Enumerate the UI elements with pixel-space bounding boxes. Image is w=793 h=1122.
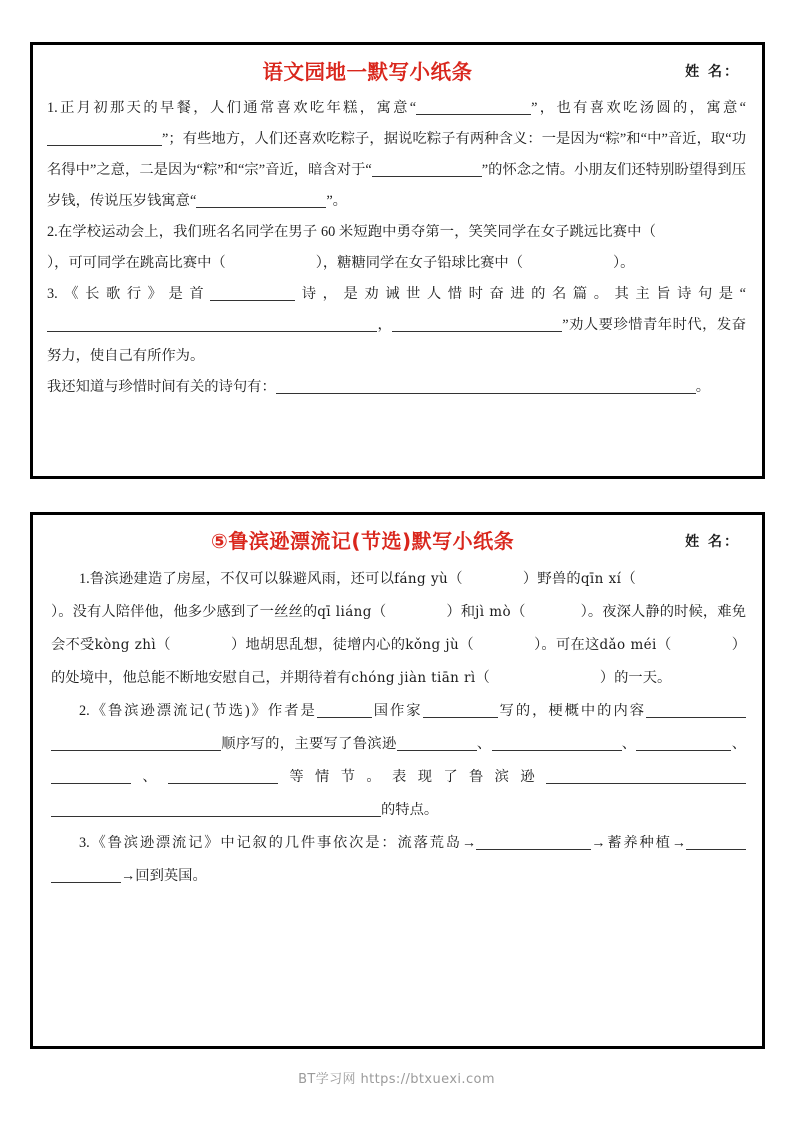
blank-r2-1[interactable] — [317, 702, 372, 718]
worksheet-card-robinson — [30, 512, 765, 1049]
r2-text-f: 、 — [621, 736, 637, 752]
r1-text-a: 1.鲁滨逊建造了房屋，不仅可以躲避风雨，还可以 — [79, 571, 395, 587]
q2-text-a: 2.在学校运动会上，我们班名名同学在男子 60 米短跑中勇夺第一，笑笑同学在女子跳远比赛中（ — [47, 224, 656, 240]
question-3-extra — [47, 372, 746, 403]
r3-text-b: →蓄养种植→ — [591, 835, 686, 851]
blank-q3-1[interactable] — [210, 285, 295, 301]
r2-text-c: 写的，梗概中的内容 — [497, 703, 647, 719]
q1-text-b: ”，也有喜欢吃汤圆的，寓意“ — [531, 100, 746, 116]
worksheet-card-yuwenyuandi — [30, 42, 765, 479]
r2-text-g: 、 — [731, 736, 747, 752]
question-1 — [51, 563, 746, 695]
blank-r2-5[interactable] — [397, 735, 477, 751]
r2-text-a: 2.《鲁滨逊漂流记(节选)》作者是 — [79, 703, 317, 719]
r3-text-a: 3.《鲁滨逊漂流记》中记叙的几件事依次是：流落荒岛→ — [79, 835, 477, 851]
q2-text-c: ），糖糖同学在女子铅球比赛中（ — [315, 255, 524, 271]
r2-text-i: 等情节。表现了鲁滨逊 — [278, 769, 547, 785]
blank-r3-1[interactable] — [476, 834, 591, 850]
blank-r2-10[interactable] — [546, 768, 746, 784]
blank-r3-2[interactable] — [686, 834, 746, 850]
pinyin-fangyu: fáng yù — [394, 571, 449, 587]
r2-text-b: 国作家 — [371, 703, 423, 719]
q3-text-e: 我还知道与珍惜时间有关的诗句有： — [47, 379, 276, 395]
blank-r2-6[interactable] — [492, 735, 622, 751]
card-body — [33, 93, 762, 403]
q3-text-f: 。 — [695, 379, 711, 395]
r2-text-e: 、 — [476, 736, 492, 752]
card-title: 语文园地一默写小纸条 — [262, 60, 473, 84]
r1-text-c: ）野兽的 — [522, 571, 581, 587]
pinyin-chongjiantianri: chóng jiàn tiān rì — [351, 670, 476, 686]
r1-text-p: （ — [475, 670, 490, 686]
question-2 — [51, 695, 746, 827]
card-header — [33, 523, 762, 563]
r1-text-g: ）和 — [446, 604, 476, 620]
q2-text-d: ）。 — [613, 255, 635, 271]
blank-q1-2[interactable] — [47, 130, 162, 146]
blank-r2-11[interactable] — [51, 801, 381, 817]
q3-text-a: 3.《长歌行》是首 — [47, 286, 211, 302]
student-name-label: 姓 名： — [685, 534, 740, 550]
r3-text-c: →回到英国。 — [121, 868, 207, 884]
pinyin-kongzhi: kòng zhì — [94, 637, 157, 653]
r1-text-e: ）。没有人陪伴他，他多少感到了一丝丝的 — [51, 604, 318, 620]
r1-text-h: （ — [511, 604, 526, 620]
blank-q1-3[interactable] — [372, 161, 482, 177]
r1-text-d: （ — [621, 571, 636, 587]
blank-r2-3[interactable] — [646, 702, 746, 718]
r2-text-d: 顺序写的，主要写了鲁滨逊 — [221, 736, 397, 752]
q2-text-b: ），可可同学在跳高比赛中（ — [47, 255, 226, 271]
q1-text-c: ”；有些地方，人们还喜欢吃粽子，据说吃粽子有两种含义：一是因为“粽”和“中”音近，取“功名得中”之意，二是因为“粽”和“宗”音近，暗含对于“ — [47, 131, 746, 178]
r2-text-h: 、 — [131, 769, 169, 785]
q1-text-d: ”的怀念之情。小朋友们还特别盼望得到压岁钱，传说压岁钱寓意“ — [47, 162, 746, 209]
question-3 — [51, 827, 746, 893]
r1-text-f: （ — [371, 604, 387, 620]
blank-q1-1[interactable] — [416, 99, 531, 115]
q3-text-c: ， — [377, 317, 393, 333]
question-3 — [47, 279, 746, 372]
r1-text-m: ）。可在这 — [533, 637, 600, 653]
blank-r3-3[interactable] — [51, 867, 121, 883]
pinyin-jimo: jì mò — [475, 604, 511, 620]
q3-text-b: 诗，是劝诫世人惜时奋进的名篇。其主旨诗句是“ — [295, 286, 746, 302]
blank-q3-4[interactable] — [392, 316, 562, 332]
blank-r2-4[interactable] — [51, 735, 221, 751]
question-2 — [47, 217, 746, 279]
q3-text-d: ”劝人要珍惜青年时代，发奋努力，使自己有所作为。 — [47, 317, 746, 364]
r1-text-l: （ — [459, 637, 474, 653]
card-body — [33, 563, 762, 893]
site-watermark: BT学习网 https://btxuexi.com — [298, 1072, 495, 1087]
r1-text-b: （ — [448, 571, 463, 587]
blank-q3-3[interactable] — [277, 316, 377, 332]
r2-text-j: 的特点。 — [381, 802, 439, 818]
r1-text-j: （ — [156, 637, 171, 653]
r1-text-i: ）。夜深人静的时候，难免会不受 — [51, 604, 746, 653]
question-1 — [47, 93, 746, 217]
blank-r2-8[interactable] — [51, 768, 131, 784]
blank-q3-5[interactable] — [276, 378, 696, 394]
pinyin-qinxi: qīn xí — [580, 571, 622, 587]
card-header — [33, 53, 762, 93]
blank-q1-4[interactable] — [196, 192, 326, 208]
pinyin-qiliang: qī liáng — [317, 604, 372, 620]
blank-r2-7[interactable] — [636, 735, 731, 751]
student-name-label: 姓 名： — [685, 64, 740, 80]
r1-text-o: ）的处境中，他总能不断地安慰自己，并期待着有 — [51, 637, 747, 686]
pinyin-kongju: kǒng jù — [405, 637, 460, 653]
card-title: ⑤鲁滨逊漂流记(节选)默写小纸条 — [210, 529, 515, 553]
blank-r2-2[interactable] — [423, 702, 498, 718]
r1-text-n: （ — [656, 637, 672, 653]
blank-q3-2[interactable] — [47, 316, 277, 332]
pinyin-daomei: dǎo méi — [599, 637, 657, 653]
blank-r2-9[interactable] — [168, 768, 278, 784]
q1-text-e: ”。 — [326, 193, 347, 209]
q1-text-a: 1.正月初那天的早餐，人们通常喜欢吃年糕，寓意“ — [47, 100, 417, 116]
r1-text-q: ）的一天。 — [599, 670, 672, 686]
r1-text-k: ）地胡思乱想，徒增内心的 — [230, 637, 406, 653]
